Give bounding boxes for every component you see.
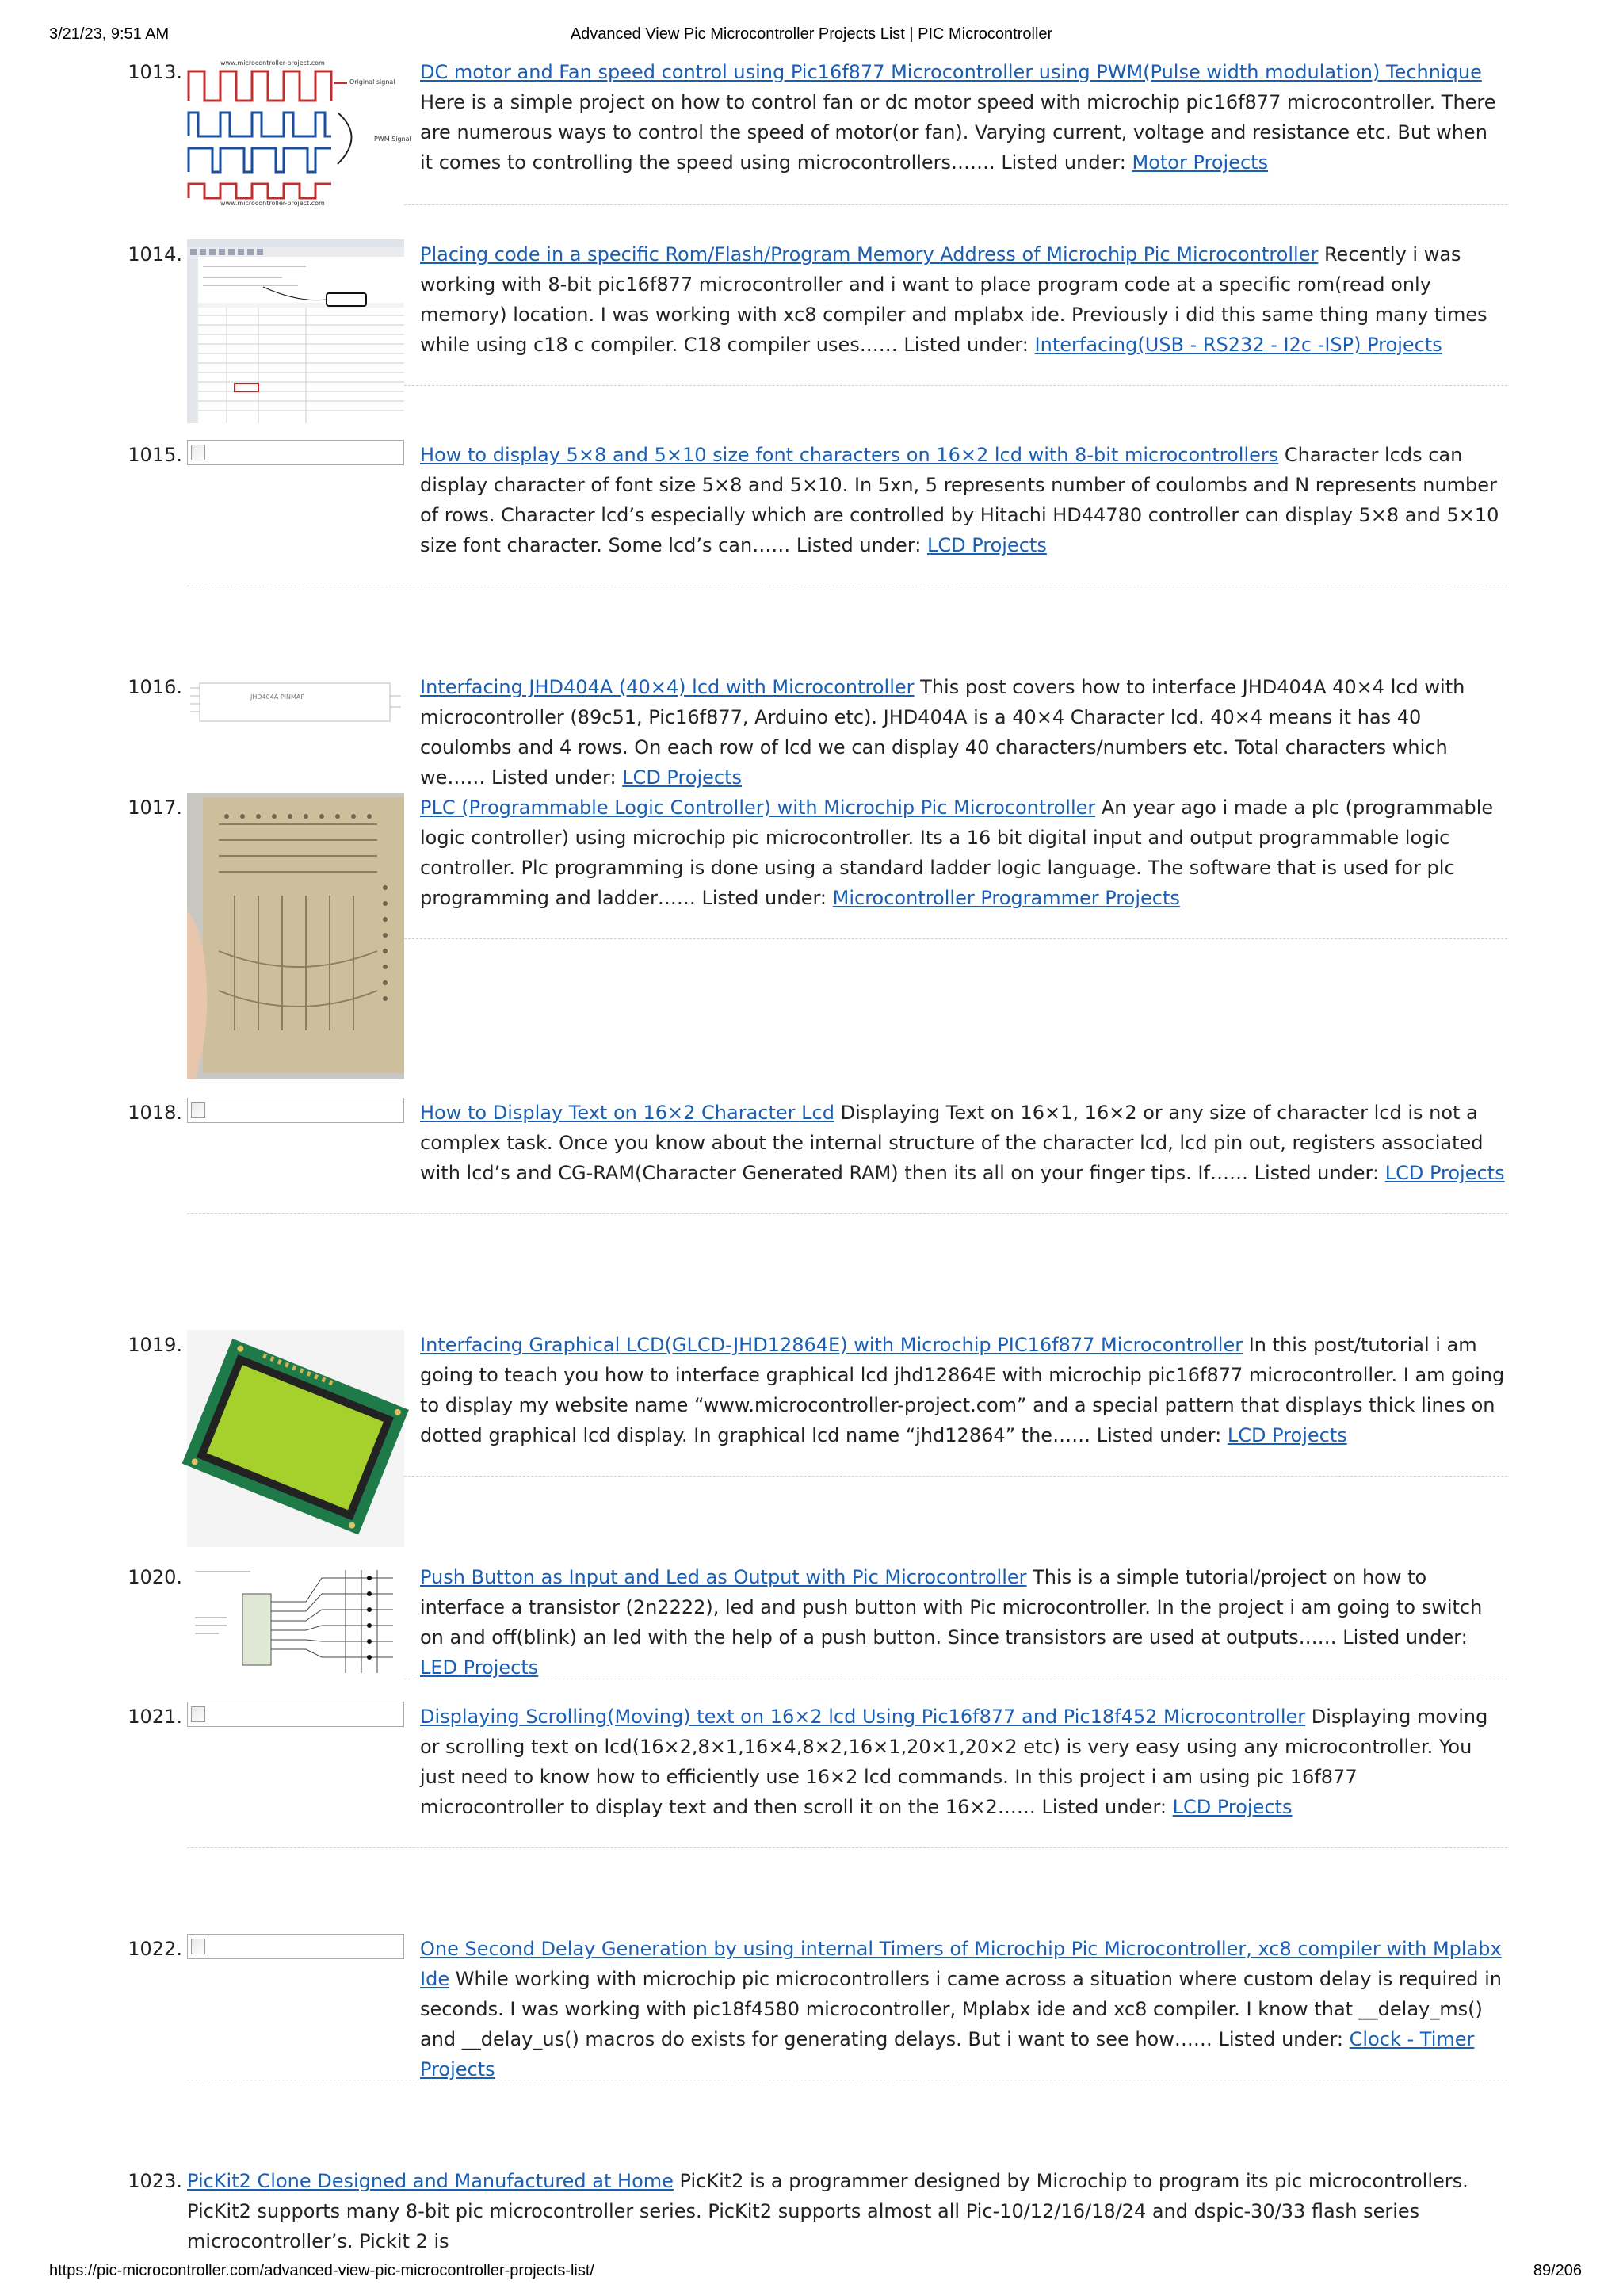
item-number: 1013. <box>128 61 182 83</box>
item-number: 1014. <box>128 243 182 266</box>
item-number: 1021. <box>128 1706 182 1728</box>
category-link[interactable]: LED Projects <box>420 1656 539 1679</box>
broken-image-icon[interactable] <box>187 1934 404 1959</box>
item-description: Displaying moving or scrolling text on lcd(16×2,8×1,16×4,8×2,16×1,20×1,20×2 etc) is very easy using any microcontroller. You just need to know how to efficiently use 16×2 lcd commands. In this project i am using pic 16f877 microcontroller to display text and then scroll it on the 16×2…… Listed under: <box>420 1706 1488 1818</box>
divider <box>187 1847 1507 1848</box>
divider <box>404 1476 1507 1477</box>
plc-board-photo <box>187 793 404 1079</box>
item-title-link[interactable]: PicKit2 Clone Designed and Manufactured at Home <box>187 2170 674 2192</box>
print-header <box>0 25 1623 49</box>
page-number: 89/206 <box>1533 2262 1582 2279</box>
item-description: This post covers how to interface JHD404A 40×4 lcd with microcontroller (89c51, Pic16f877, Arduino etc). JHD404A is a 40×4 Character lcd. 40×4 means it has 40 coulombs and 4 rows. On each row of lcd we can display 40 characters/numbers etc. Total characters which we…… Listed under: <box>420 676 1465 789</box>
thumb-label: PWM Signal <box>374 136 411 143</box>
page-title: Advanced View Pic Microcontroller Projects List | PIC Microcontroller <box>570 25 1053 43</box>
category-link[interactable]: LCD Projects <box>926 534 1047 556</box>
item-description: Displaying Text on 16×1, 16×2 or any size of character lcd is not a complex task. Once you know about the internal structure of the character lcd, lcd pin out, registers associated with lcd’s and CG-RAM(Character Generated RAM) then its all on your finger tips. If…… Listed under: <box>420 1102 1484 1184</box>
item-title-link[interactable]: How to Display Text on 16×2 Character Lcd <box>420 1102 834 1124</box>
item-number: 1016. <box>128 676 182 698</box>
category-link[interactable]: Microcontroller Programmer Projects <box>832 887 1180 909</box>
print-datetime: 3/21/23, 9:51 AM <box>49 25 170 43</box>
category-link[interactable]: LCD Projects <box>1227 1424 1347 1446</box>
thumb-label: JHD404A PINMAP <box>250 693 305 701</box>
broken-image-icon[interactable] <box>187 1098 404 1123</box>
item-text <box>420 57 1506 178</box>
item-number: 1017. <box>128 797 182 819</box>
thumb-label: Original signal <box>349 78 395 86</box>
item-description: Character lcds can display character of font size 5×8 and 5×10. In 5xn, 5 represents number of coulombs and N represents number of rows. Character lcd’s especially which are controlled by Hitachi HD44780 controller can display 5×8 and 5×10 size font character. Some lcd’s can…… Listed under: <box>420 444 1499 556</box>
item-number: 1019. <box>128 1334 182 1356</box>
item-description: While working with microchip pic microcontrollers i came across a situation where custom delay is required in seconds. I was working with pic18f4580 microcontroller, Mplabx ide and xc8 compiler. I know that __delay_ms() and __delay_us() macros do exists for generating delays. But i want to see how…… Listed under: <box>420 1968 1502 2050</box>
list-item <box>0 57 1623 207</box>
item-text <box>420 1562 1506 1683</box>
thumb-label: www.microcontroller-project.com <box>220 59 325 67</box>
plc-board-thumbnail[interactable] <box>187 793 404 1079</box>
item-description: An year ago i made a plc (programmable logic controller) using microchip pic microcontroller. Its a 16 bit digital input and output programmable logic controller. Plc programming is done using a standard ladder logic language. The software that is used for plc programming and ladder…… Listed under: <box>420 797 1494 909</box>
item-description: PicKit2 is a programmer designed by Microchip to program its pic microcontrollers. PicKit2 supports many 8-bit pic microcontroller series. PicKit2 supports almost all Pic-10/12/16/18/24 and dspic-30/33 flash series microcontroller’s. Pickit 2 is <box>187 2170 1468 2252</box>
item-text <box>420 440 1506 560</box>
broken-image-icon[interactable] <box>187 1702 404 1727</box>
item-description: In this post/tutorial i am going to teach you how to interface graphical lcd jhd12864E with microchip pic16f877 microcontroller. I am going to display my website name “www.microcontroller-project.com” and a special pattern that displays thick lines on dotted graphical lcd display. In graphical lcd name “jhd12864” the…… Listed under: <box>420 1334 1505 1446</box>
divider <box>404 204 1507 205</box>
item-title-link[interactable]: PLC (Programmable Logic Controller) with Microchip Pic Microcontroller <box>420 797 1096 819</box>
ide-screenshot-thumbnail[interactable] <box>187 239 404 423</box>
item-number: 1023. <box>128 2170 182 2192</box>
category-link[interactable]: LCD Projects <box>622 766 743 789</box>
item-number: 1020. <box>128 1566 182 1588</box>
category-link[interactable]: LCD Projects <box>1172 1796 1293 1818</box>
item-title-link[interactable]: Displaying Scrolling(Moving) text on 16×2 lcd Using Pic16f877 and Pic18f452 Microcontroller <box>420 1706 1306 1728</box>
item-text <box>420 1330 1506 1450</box>
item-title-link[interactable]: How to display 5×8 and 5×10 size font characters on 16×2 lcd with 8-bit microcontrollers <box>420 444 1279 466</box>
category-link[interactable]: LCD Projects <box>1384 1162 1505 1184</box>
item-number: 1015. <box>128 444 182 466</box>
lcd-pinmap-image <box>187 672 404 735</box>
item-description: This is a simple tutorial/project on how to interface a transistor (2n2222), led and push button with Pic microcontroller. In the project i am going to switch on and off(blink) an led with the help of a push button. Since transistors are used at outputs…… Listed under: <box>420 1566 1483 1648</box>
item-title-link[interactable]: Interfacing Graphical LCD(GLCD-JHD12864E) with Microchip PIC16f877 Microcontroller <box>420 1334 1243 1356</box>
divider <box>404 385 1507 386</box>
category-link[interactable]: Clock - Timer Projects <box>420 2028 1475 2080</box>
item-text <box>420 239 1506 360</box>
item-description: Here is a simple project on how to control fan or dc motor speed with microchip pic16f877 microcontroller. There are numerous ways to control the speed of motor(or fan). Varying current, voltage and resistance etc. But when it comes to controlling the speed using microcontrollers……. Listed under: <box>420 91 1496 174</box>
item-title-link[interactable]: DC motor and Fan speed control using Pic16f877 Microcontroller using PWM(Pulse width modulation) Technique <box>420 61 1482 83</box>
item-number: 1022. <box>128 1938 182 1960</box>
circuit-schematic-image <box>187 1562 404 1681</box>
item-description: Recently i was working with 8-bit pic16f877 microcontroller and i want to place program code at a specific rom(read only memory) location. I was working with xc8 compiler and mplabx ide. Previously i did this same thing many times while using c18 c compiler. C18 compiler uses…… Listed under: <box>420 243 1487 356</box>
item-text <box>420 1934 1506 2084</box>
item-title-link[interactable]: Placing code in a specific Rom/Flash/Program Memory Address of Microchip Pic Microcontroller <box>420 243 1319 266</box>
item-text <box>420 793 1506 913</box>
glcd-thumbnail[interactable] <box>187 1330 404 1547</box>
item-text <box>420 1702 1506 1822</box>
lcd-pinmap-thumbnail[interactable] <box>187 672 404 735</box>
item-title-link[interactable]: One Second Delay Generation by using internal Timers of Microchip Pic Microcontroller, xc8 compiler with Mplabx Ide <box>420 1938 1502 1990</box>
print-footer <box>0 2262 1623 2286</box>
item-title-link[interactable]: Push Button as Input and Led as Output with Pic Microcontroller <box>420 1566 1027 1588</box>
item-title-link[interactable]: Interfacing JHD404A (40×4) lcd with Microcontroller <box>420 676 915 698</box>
ide-screenshot-image <box>187 239 404 423</box>
item-text <box>187 2166 1506 2256</box>
page-url: https://pic-microcontroller.com/advanced-view-pic-microcontroller-projects-list/ <box>49 2262 594 2279</box>
pwm-waveform-image <box>187 57 411 208</box>
item-number: 1018. <box>128 1102 182 1124</box>
item-text <box>420 672 1506 793</box>
pwm-thumbnail[interactable] <box>187 57 411 208</box>
broken-image-icon[interactable] <box>187 440 404 465</box>
circuit-thumbnail[interactable] <box>187 1562 404 1681</box>
item-text <box>420 1098 1506 1188</box>
thumb-label: www.microcontroller-project.com <box>220 200 325 207</box>
glcd-photo <box>187 1330 404 1547</box>
divider <box>187 1213 1507 1214</box>
category-link[interactable]: Interfacing(USB - RS232 - I2c -ISP) Projects <box>1034 334 1442 356</box>
category-link[interactable]: Motor Projects <box>1132 151 1269 174</box>
divider <box>404 938 1507 939</box>
